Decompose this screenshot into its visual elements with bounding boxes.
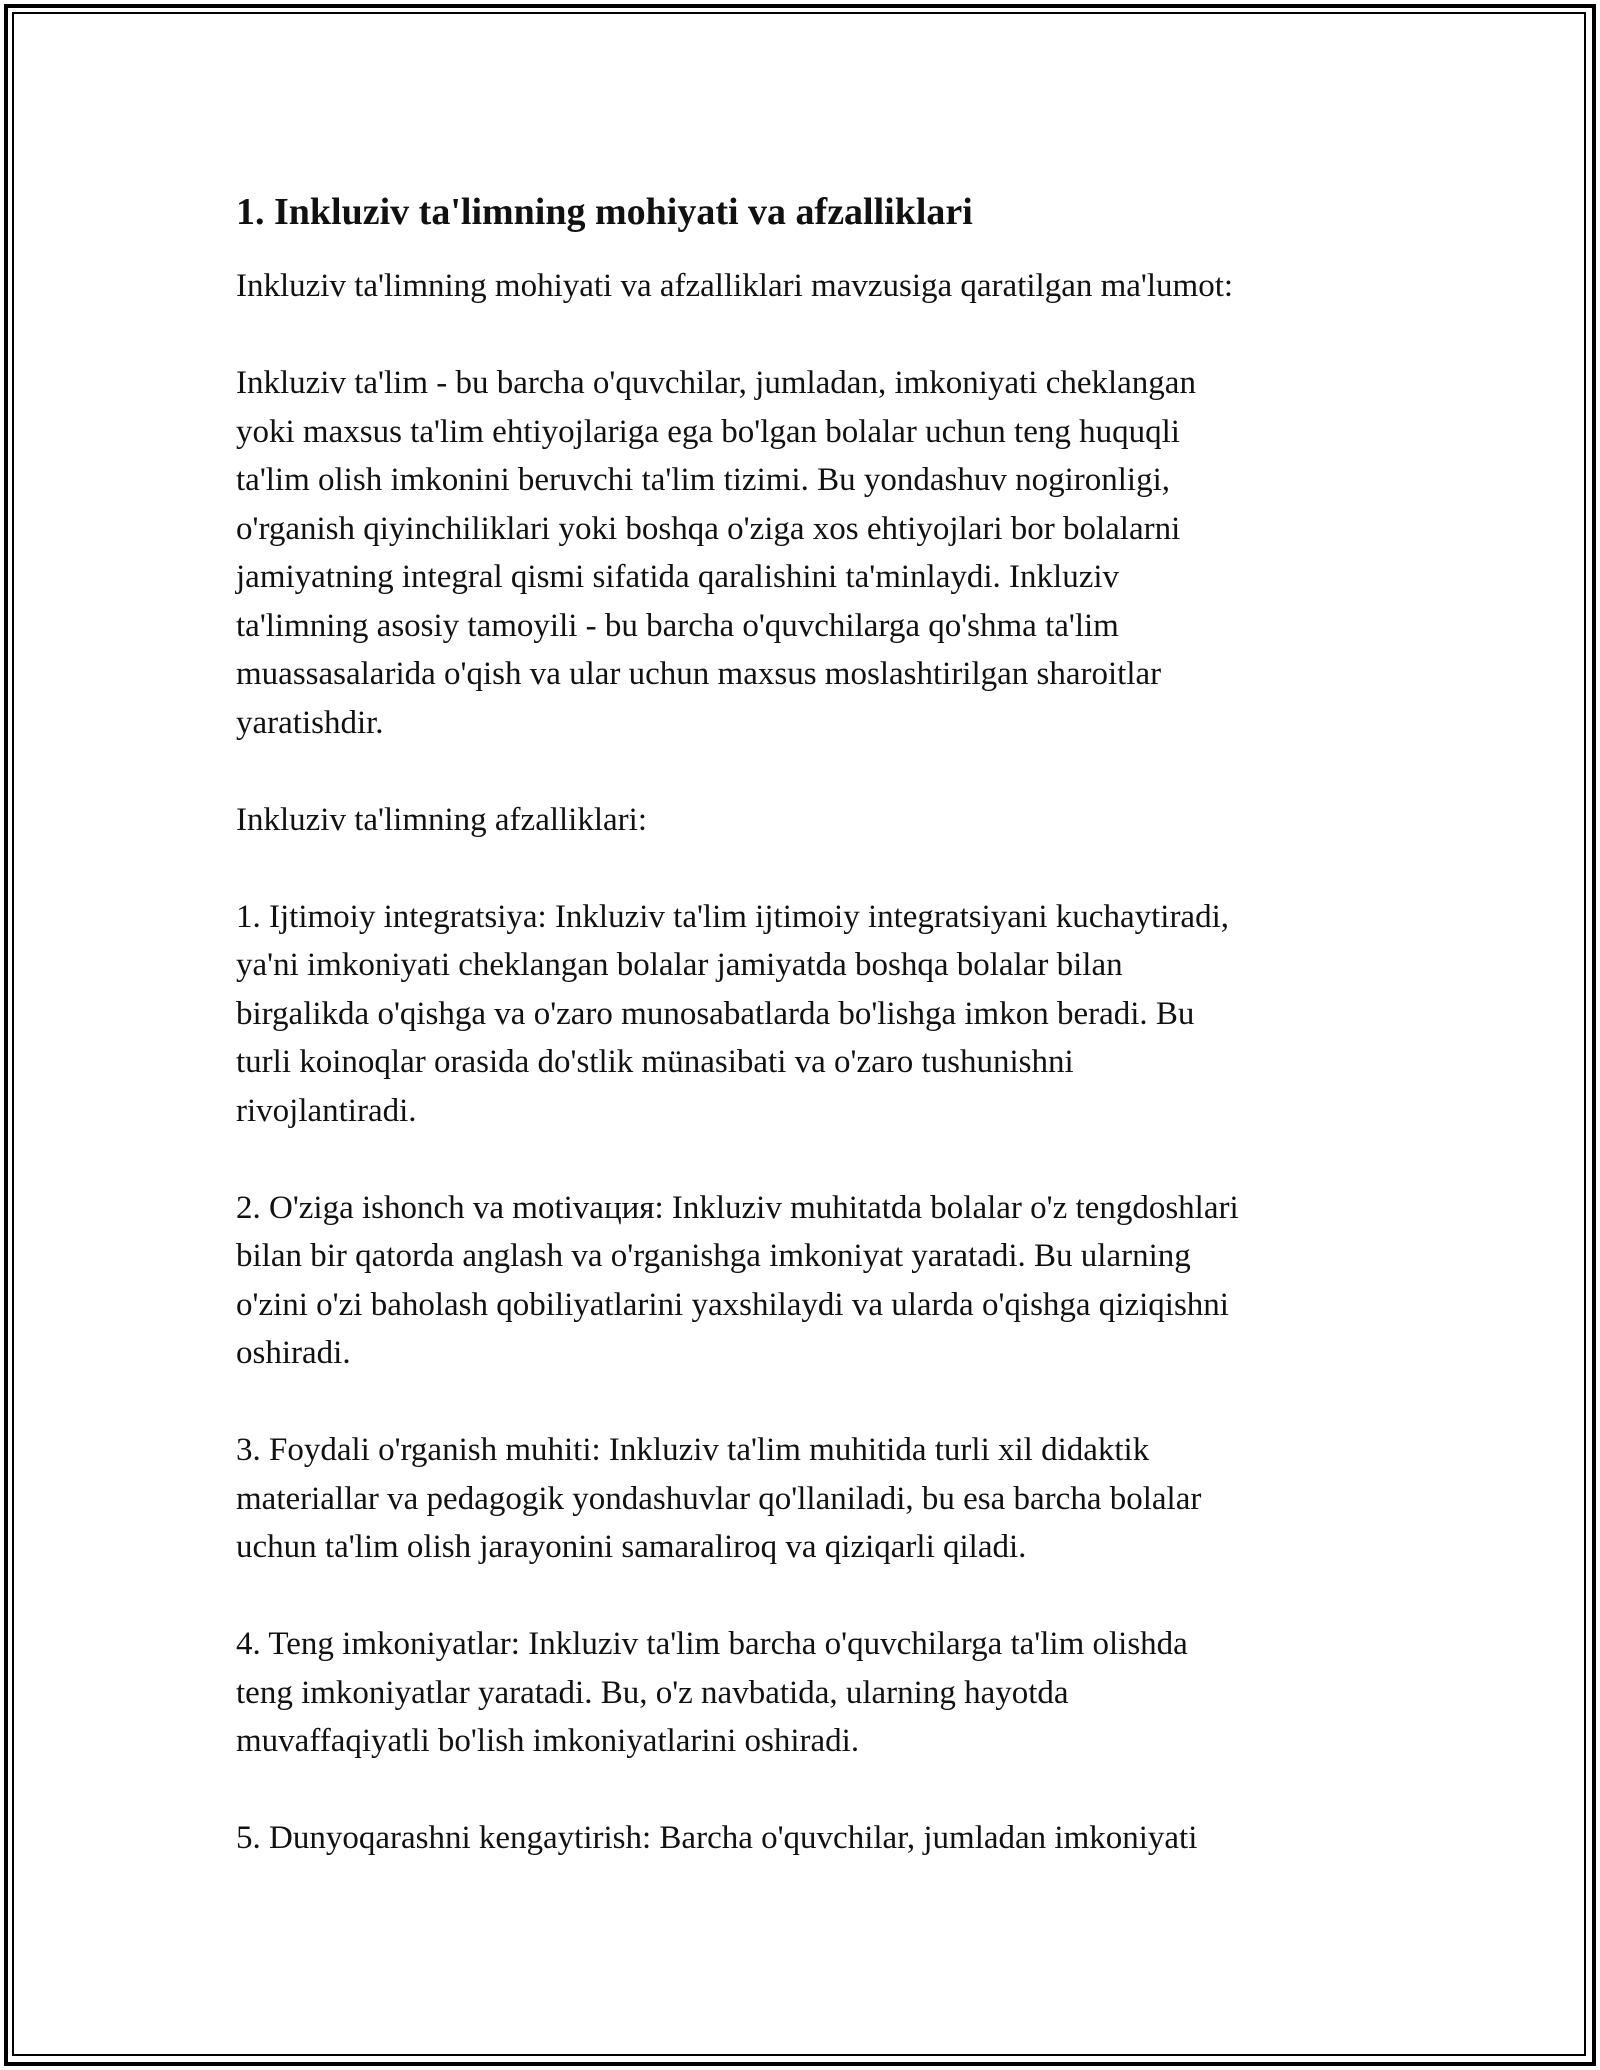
text-line: birgalikda o'qishga va o'zaro munosabatlarda bo'lishga imkon beradi. Bu <box>236 995 1195 1032</box>
paragraph <box>236 1426 1366 1572</box>
text-line: o'zini o'zi baholash qobiliyatlarini yaxshilaydi va ularda o'qishga qiziqishni <box>236 1286 1229 1323</box>
text-line: Inkluziv ta'limning afzalliklari: <box>236 801 647 838</box>
text-line: oshiradi. <box>236 1335 351 1371</box>
text-line: rivojlantiradi. <box>236 1092 417 1129</box>
text-line: turli koinoqlar orasida do'stlik münasibati va o'zaro tushunishni <box>236 1044 1074 1080</box>
text-line: 4. Teng imkoniyatlar: Inkluziv ta'lim barcha o'quvchilarga ta'lim olishda <box>236 1626 1188 1662</box>
text-line: 5. Dunyoqarashni kengaytirish: Barcha o'quvchilar, jumladan imkoniyati <box>236 1820 1198 1856</box>
paragraph <box>236 359 1366 747</box>
text-line: Inkluziv ta'lim - bu barcha o'quvchilar, jumladan, imkoniyati cheklangan <box>236 365 1196 401</box>
text-line: muassasalarida o'qish va ular uchun maxsus moslashtirilgan sharoitlar <box>236 656 1162 692</box>
paragraph <box>236 1184 1366 1378</box>
page-title: 1. Inkluziv ta'limning mohiyati va afzalliklari <box>236 191 973 233</box>
text-line: teng imkoniyatlar yaratadi. Bu, o'z navbatida, ularning hayotda <box>236 1674 1069 1711</box>
text-line: 1. Ijtimoiy integratsiya: Inkluziv ta'lim ijtimoiy integratsiyani kuchaytiradi, <box>236 898 1229 935</box>
text-line: uchun ta'lim olish jarayonini samaraliroq va qiziqarli qiladi. <box>236 1529 1027 1565</box>
paragraph <box>236 1620 1366 1766</box>
text-line: ya'ni imkoniyati cheklangan bolalar jamiyatda boshqa bolalar bilan <box>236 947 1123 983</box>
text-line: 3. Foydali o'rganish muhiti: Inkluziv ta'lim muhitida turli xil didaktik <box>236 1432 1150 1468</box>
text-line: yaratishdir. <box>236 704 384 741</box>
text-line: muvaffaqiyatli bo'lish imkoniyatlarini oshiradi. <box>236 1723 860 1759</box>
text-line: ta'lim olish imkonini beruvchi ta'lim tizimi. Bu yondashuv nogironligi, <box>236 462 1170 498</box>
text-line: jamiyatning integral qismi sifatida qaralishini ta'minlaydi. Inkluziv <box>236 559 1120 595</box>
paragraph <box>236 262 1366 311</box>
text-line: o'rganish qiyinchiliklari yoki boshqa o'ziga xos ehtiyojlari bor bolalarni <box>236 510 1181 547</box>
text-line: bilan bir qatorda anglash va o'rganishga imkoniyat yaratadi. Bu ularning <box>236 1238 1191 1274</box>
paragraph-list <box>236 262 1366 1863</box>
text-line: yoki maxsus ta'lim ehtiyojlariga ega bo'lgan bolalar uchun teng huquqli <box>236 413 1180 450</box>
paragraph <box>236 796 1366 845</box>
text-line: ta'limning asosiy tamoyili - bu barcha o'quvchilarga qo'shma ta'lim <box>236 607 1119 644</box>
paragraph <box>236 893 1366 1136</box>
text-line: 2. O'ziga ishonch va motivaция: Inkluziv muhitatda bolalar o'z tengdoshlari <box>236 1189 1239 1226</box>
paragraph <box>236 1814 1366 1863</box>
text-line: Inkluziv ta'limning mohiyati va afzalliklari mavzusiga qaratilgan ma'lumot: <box>236 268 1234 304</box>
text-line: materiallar va pedagogik yondashuvlar qo'llaniladi, bu esa barcha bolalar <box>236 1480 1202 1517</box>
document-body <box>236 186 1366 1863</box>
